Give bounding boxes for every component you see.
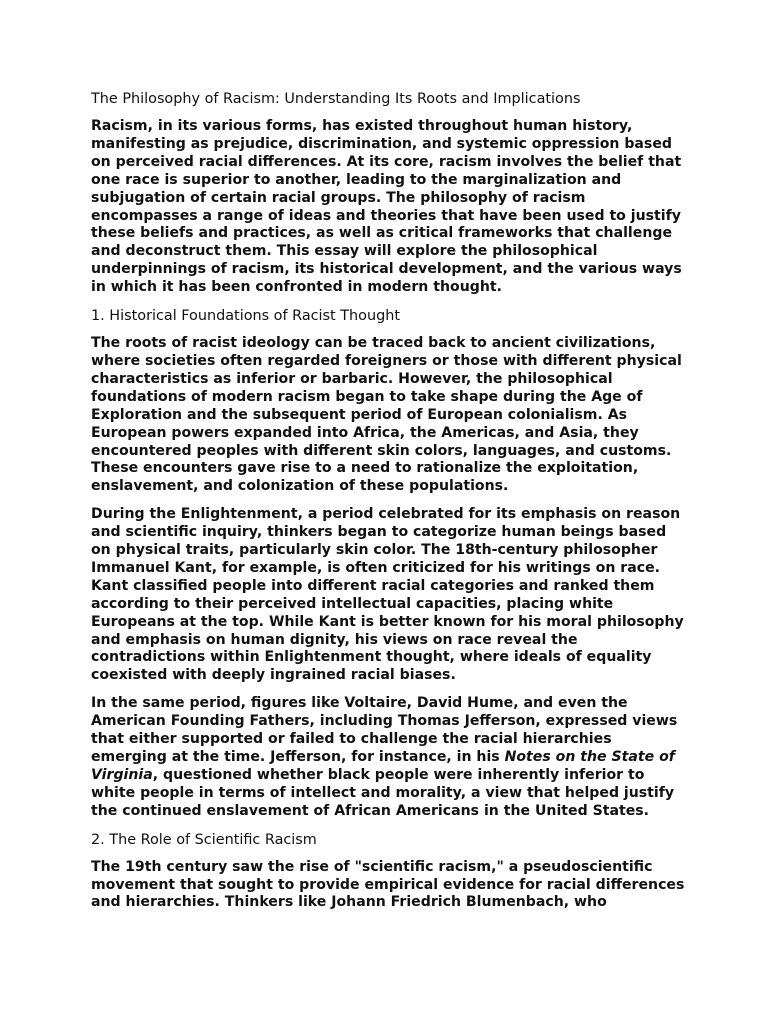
text-line: contradictions within Enlightenment thought, where ideals of equality	[91, 649, 652, 666]
body-paragraph	[91, 859, 683, 913]
text-line: encompasses a range of ideas and theories that have been used to justify	[91, 207, 681, 224]
text-line: on physical traits, particularly skin color. The 18th-century philosopher	[91, 542, 658, 559]
text-line: according to their perceived intellectual capacities, placing white	[91, 595, 614, 612]
text-line: American Founding Fathers, including Thomas Jefferson, expressed views	[91, 713, 678, 730]
text-line: white people in terms of intellect and morality, a view that helped justify	[91, 784, 675, 801]
text-line: underpinnings of racism, its historical development, and the various ways	[91, 261, 682, 278]
text-line: characteristics as inferior or barbaric. However, the philosophical	[91, 370, 613, 387]
text-line: on perceived racial differences. At its core, racism involves the belief that	[91, 153, 682, 170]
text-line: Europeans at the top. While Kant is better known for his moral philosophy	[91, 613, 684, 630]
text-line: and emphasis on human dignity, his views on race reveal the	[91, 631, 578, 648]
text-fragment: emerging at the time. Jefferson, for instance, in his	[91, 749, 505, 765]
text-line: and scientific inquiry, thinkers began to categorize human beings based	[91, 524, 667, 541]
text-line: Racism, in its various forms, has existed throughout human history,	[91, 118, 633, 134]
text-line: that either supported or failed to challenge the racial hierarchies	[91, 731, 612, 748]
book-title: Virginia	[91, 766, 153, 783]
text-line: foundations of modern racism began to take shape during the Age of	[91, 388, 643, 405]
intro-paragraph	[91, 118, 683, 297]
text-line: The roots of racist ideology can be traced back to ancient civilizations,	[91, 335, 656, 352]
text-line	[91, 749, 683, 767]
text-line: movement that sought to provide empirical evidence for racial differences	[91, 876, 685, 893]
section-heading: 2. The Role of Scientific Racism	[91, 831, 317, 848]
text-line: The 19th century saw the rise of "scientific racism," a pseudoscientific	[91, 858, 653, 875]
text-line: the continued enslavement of African Americans in the United States.	[91, 802, 650, 819]
section-heading: 1. Historical Foundations of Racist Thought	[91, 308, 400, 325]
text-line: one race is superior to another, leading to the marginalization and	[91, 171, 622, 188]
text-line: encountered peoples with different skin colors, languages, and customs.	[91, 442, 672, 459]
text-line: and deconstruct them. This essay will explore the philosophical	[91, 243, 598, 260]
text-line: European powers expanded into Africa, the Americas, and Asia, they	[91, 424, 639, 441]
document-page	[91, 90, 683, 922]
text-line: enslavement, and colonization of these populations.	[91, 478, 509, 495]
body-paragraph	[91, 506, 683, 685]
text-fragment: , questioned whether black people were inherently inferior to	[152, 766, 645, 783]
text-line: where societies often regarded foreigners or those with different physical	[91, 352, 682, 369]
document-title: The Philosophy of Racism: Understanding Its Roots and Implications	[91, 91, 581, 107]
text-line: Kant classified people into different racial categories and ranked them	[91, 577, 655, 594]
text-line	[91, 767, 683, 785]
book-title: Notes on the State of	[504, 749, 675, 765]
text-line: During the Enlightenment, a period celebrated for its emphasis on reason	[91, 506, 681, 523]
text-line: In the same period, figures like Voltaire, David Hume, and even the	[91, 695, 628, 712]
text-line: These encounters gave rise to a need to rationalize the exploitation,	[91, 460, 639, 477]
body-paragraph	[91, 695, 683, 820]
text-line: subjugation of certain racial groups. The philosophy of racism	[91, 189, 586, 206]
body-paragraph	[91, 335, 683, 496]
text-line: in which it has been confronted in modern thought.	[91, 279, 502, 296]
text-line: Immanuel Kant, for example, is often criticized for his writings on race.	[91, 559, 661, 576]
text-line: and hierarchies. Thinkers like Johann Friedrich Blumenbach, who	[91, 894, 607, 911]
text-line: coexisted with deeply ingrained racial biases.	[91, 667, 456, 684]
text-line: Exploration and the subsequent period of European colonialism. As	[91, 406, 628, 423]
text-line: these beliefs and practices, as well as critical frameworks that challenge	[91, 225, 673, 242]
text-line: manifesting as prejudice, discrimination, and systemic oppression based	[91, 135, 672, 152]
